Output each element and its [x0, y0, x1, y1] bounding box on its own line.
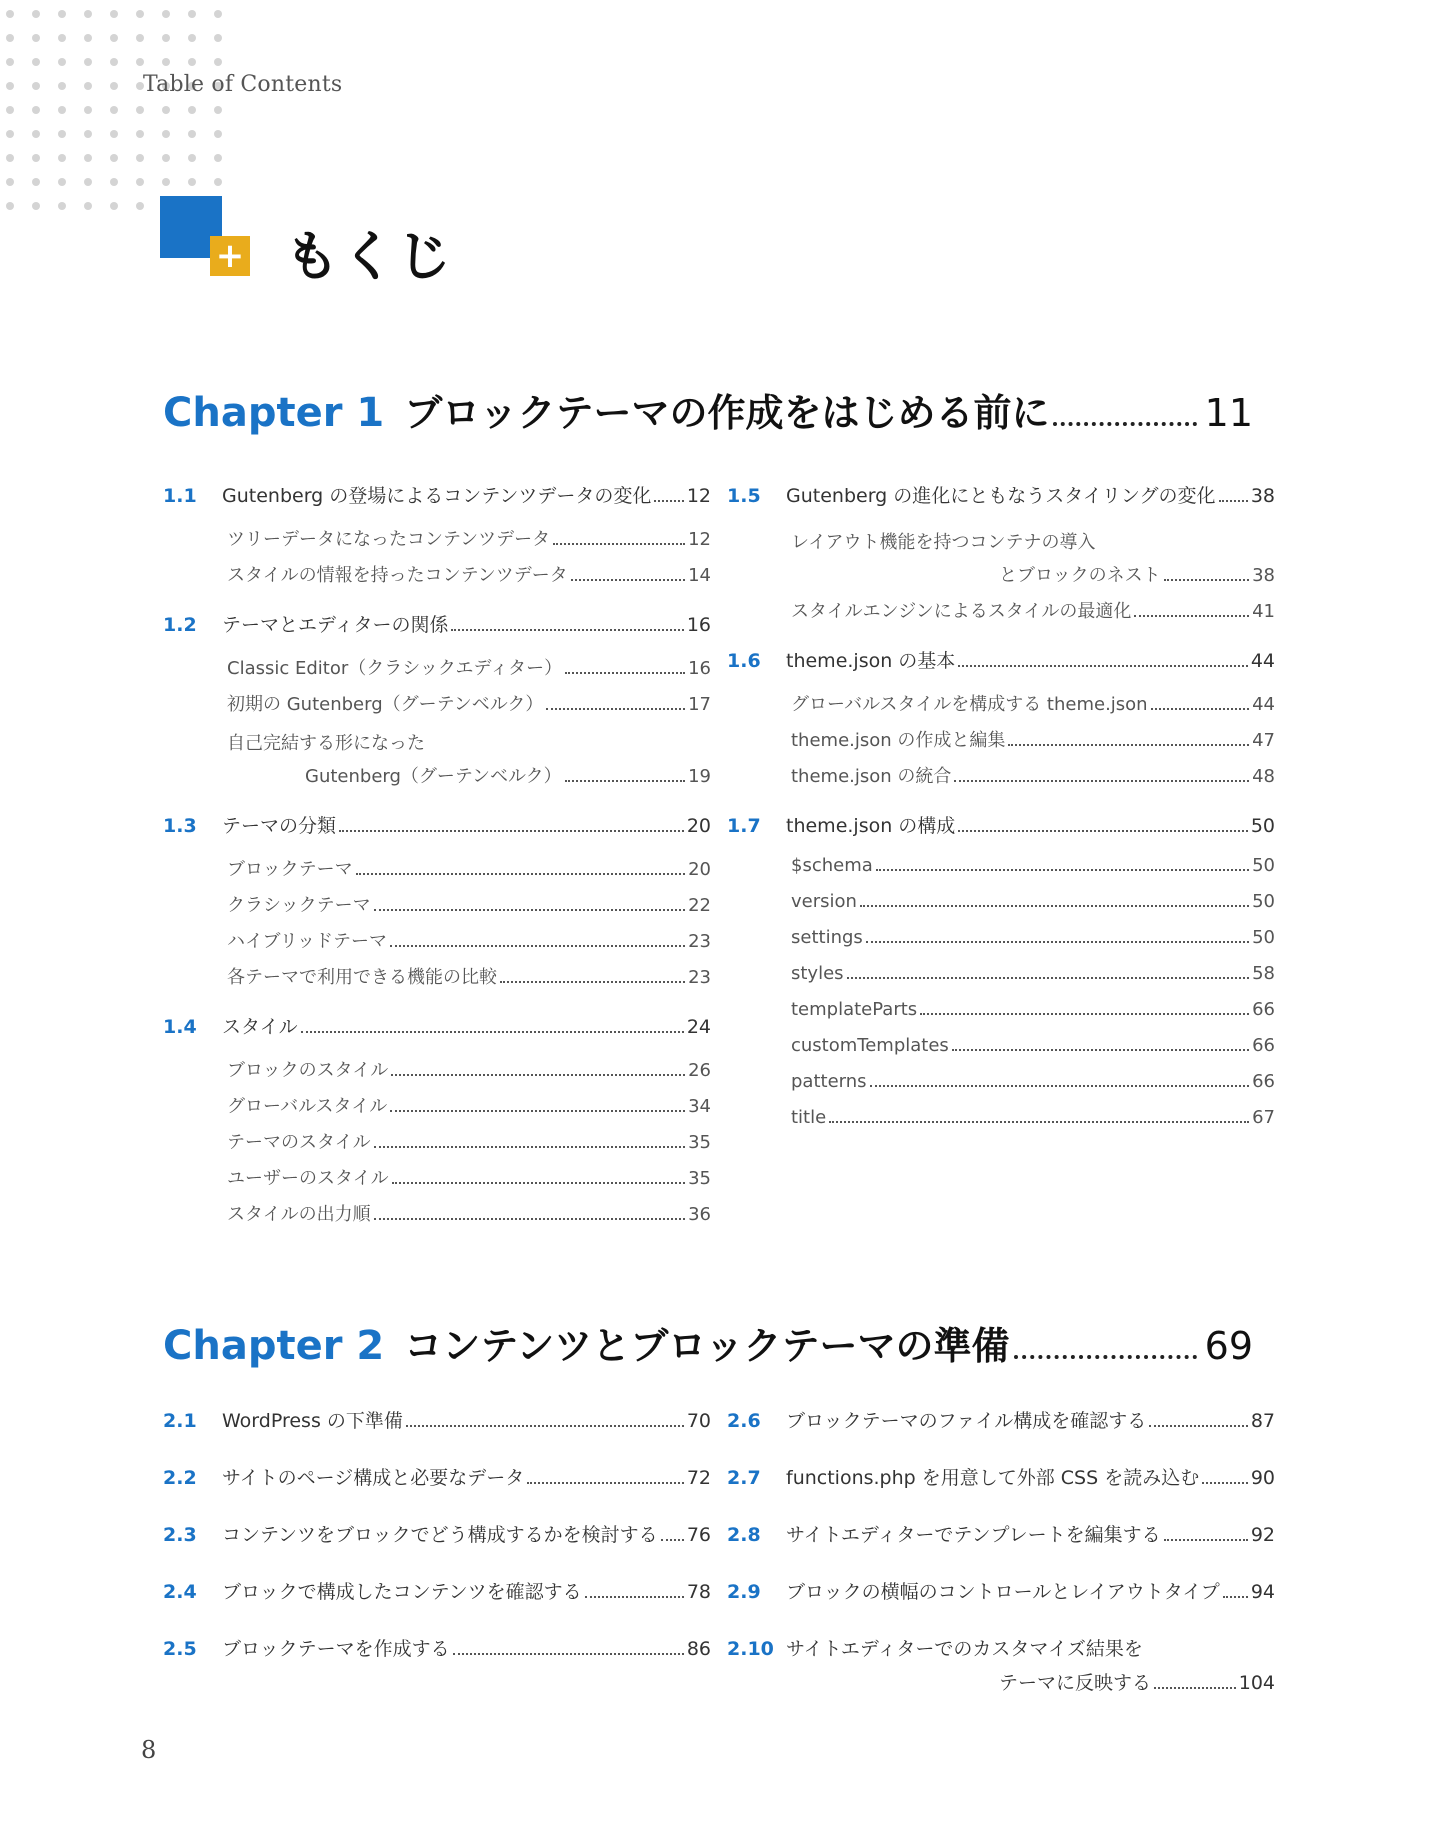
subsection-title-cont: とブロックのネスト [999, 565, 1161, 586]
toc-subsection-continued[interactable] [999, 561, 1275, 597]
page-ref: 86 [686, 1638, 711, 1660]
pattern-dot [6, 130, 14, 138]
page-ref: 35 [688, 1132, 711, 1153]
dot-leader [390, 1110, 685, 1112]
chapter-heading[interactable] [163, 1315, 1253, 1369]
pattern-dot [214, 178, 222, 186]
page-ref: 20 [686, 815, 711, 837]
toc-subsection[interactable] [227, 1056, 711, 1092]
dot-leader [952, 1049, 1249, 1051]
pattern-dot [136, 178, 144, 186]
toc-subsection[interactable] [791, 597, 1275, 633]
pattern-dot [110, 130, 118, 138]
subsection-title: title [791, 1107, 827, 1128]
chapter-label: Chapter 1 [163, 390, 385, 436]
page-ref: 66 [1252, 1071, 1275, 1092]
dot-leader [553, 543, 685, 545]
pattern-dot [32, 202, 40, 210]
toc-section[interactable] [163, 610, 711, 646]
toc-section[interactable] [163, 1520, 711, 1577]
dot-leader [374, 909, 685, 911]
chapter-page-number: 69 [1204, 1324, 1253, 1368]
section-title: テーマとエディターの関係 [222, 614, 449, 636]
toc-section[interactable] [163, 1634, 711, 1691]
section-number: 2.4 [163, 1581, 197, 1603]
toc-subsection[interactable] [227, 561, 711, 597]
pattern-dot [6, 10, 14, 18]
subsection-title: patterns [791, 1071, 867, 1092]
toc-section[interactable] [163, 1577, 711, 1634]
subsection-title: スタイルエンジンによるスタイルの最適化 [791, 601, 1132, 622]
pattern-dot [214, 10, 222, 18]
page-ref: 67 [1252, 1107, 1275, 1128]
dot-leader [565, 780, 685, 782]
pattern-dot [110, 34, 118, 42]
chapter-title: コンテンツとブロックテーマの準備 [404, 1324, 1010, 1368]
subsection-title: ブロックのスタイル [227, 1060, 389, 1081]
page-ref: 76 [686, 1524, 711, 1546]
pattern-dot [110, 202, 118, 210]
pattern-dot [188, 130, 196, 138]
dot-leader [406, 1425, 684, 1427]
pattern-dot [84, 34, 92, 42]
section-number: 1.1 [163, 485, 197, 507]
pattern-dot [32, 82, 40, 90]
dot-leader [829, 1121, 1249, 1123]
dot-leader [585, 1596, 684, 1598]
toc-subsection[interactable] [227, 855, 711, 891]
toc-column-left [163, 481, 711, 1236]
pattern-dot [32, 154, 40, 162]
section-title: ブロックテーマのファイル構成を確認する [786, 1410, 1147, 1432]
pattern-dot [6, 106, 14, 114]
toc-section[interactable] [163, 1463, 711, 1520]
section-number: 2.5 [163, 1638, 197, 1660]
dot-leader [1164, 579, 1249, 581]
subsection-title: 各テーマで利用できる機能の比較 [227, 967, 497, 988]
page-ref: 12 [686, 485, 711, 507]
pattern-dot [58, 130, 66, 138]
dot-leader [374, 1218, 685, 1220]
page-number: 8 [141, 1736, 157, 1764]
pattern-dot [136, 154, 144, 162]
subsection-title: customTemplates [791, 1035, 949, 1056]
subsection-title: ハイブリッドテーマ [227, 931, 388, 952]
pattern-dot [214, 154, 222, 162]
page-ref: 47 [1252, 730, 1275, 751]
toc-subsection[interactable] [791, 891, 1275, 927]
toc-subsection[interactable] [227, 1164, 711, 1200]
pattern-dot [84, 130, 92, 138]
pattern-dot [188, 178, 196, 186]
chapter-heading[interactable] [163, 382, 1253, 436]
pattern-dot [110, 82, 118, 90]
section-title: ブロックの横幅のコントロールとレイアウトタイプ [786, 1581, 1220, 1603]
pattern-dot [110, 58, 118, 66]
toc-subsection[interactable] [227, 1200, 711, 1236]
page-ref: 22 [688, 895, 711, 916]
subsection-title: templateParts [791, 999, 918, 1020]
toc-subsection[interactable] [791, 999, 1275, 1035]
page-ref: 87 [1250, 1410, 1275, 1432]
dot-leader [1223, 1596, 1248, 1598]
page-ref: 44 [1250, 650, 1275, 672]
page-ref: 92 [1250, 1524, 1275, 1546]
page-ref: 16 [686, 614, 711, 636]
toc-subsection[interactable] [227, 690, 711, 726]
section-title: サイトのページ構成と必要なデータ [222, 1467, 525, 1489]
section-number: 2.10 [727, 1638, 774, 1660]
section-number: 2.9 [727, 1581, 761, 1603]
toc-logo-mark [160, 196, 252, 276]
chapter-title: ブロックテーマの作成をはじめる前に [404, 391, 1050, 435]
section-title: Gutenberg の進化にともなうスタイリングの変化 [786, 485, 1216, 507]
pattern-dot [110, 154, 118, 162]
toc-subsection[interactable] [791, 690, 1275, 726]
pattern-dot [58, 82, 66, 90]
dot-leader [866, 941, 1249, 943]
toc-section[interactable] [163, 481, 711, 517]
page-ref: 35 [688, 1168, 711, 1189]
section-number: 1.5 [727, 485, 761, 507]
pattern-dot [58, 106, 66, 114]
toc-subsection[interactable] [227, 654, 711, 690]
pattern-dot [110, 178, 118, 186]
dot-leader [920, 1013, 1249, 1015]
subsection-title: グローバルスタイル [227, 1096, 388, 1117]
toc-subsection[interactable] [791, 762, 1275, 798]
pattern-dot [32, 10, 40, 18]
pattern-dot [214, 34, 222, 42]
dot-leader [1053, 422, 1196, 426]
section-title: WordPress の下準備 [222, 1410, 403, 1432]
section-number: 2.1 [163, 1410, 197, 1432]
pattern-dot [110, 106, 118, 114]
subsection-title: version [791, 891, 857, 912]
dot-leader [661, 1539, 684, 1541]
dot-leader [1008, 744, 1249, 746]
section-title: theme.json の基本 [786, 650, 956, 672]
dot-leader [390, 945, 685, 947]
page-ref: 38 [1250, 485, 1275, 507]
dot-leader [1014, 1355, 1197, 1359]
pattern-dot [188, 106, 196, 114]
pattern-dot [32, 58, 40, 66]
pattern-dot [32, 106, 40, 114]
pattern-dot [110, 10, 118, 18]
pattern-dot [162, 58, 170, 66]
pattern-dot [32, 178, 40, 186]
dot-leader [958, 830, 1248, 832]
pattern-dot [58, 10, 66, 18]
pattern-dot [188, 58, 196, 66]
page-ref: 58 [1252, 963, 1275, 984]
dot-leader [392, 1182, 685, 1184]
toc-subsection[interactable] [227, 963, 711, 999]
pattern-dot [58, 34, 66, 42]
pattern-dot [6, 154, 14, 162]
subsection-title: ツリーデータになったコンテンツデータ [227, 529, 551, 550]
pattern-dot [84, 58, 92, 66]
page-ref: 78 [686, 1581, 711, 1603]
toc-section[interactable] [727, 1577, 1275, 1634]
pattern-dot [162, 106, 170, 114]
dot-leader [1154, 1687, 1236, 1689]
dot-leader [391, 1074, 685, 1076]
page-ref: 72 [686, 1467, 711, 1489]
subsection-title[interactable]: 自己完結する形になった [227, 733, 425, 754]
subsection-title: settings [791, 927, 863, 948]
dot-leader [876, 869, 1249, 871]
page-ref: 44 [1252, 694, 1275, 715]
page-ref: 66 [1252, 999, 1275, 1020]
page-ref: 50 [1252, 891, 1275, 912]
subsection-title: styles [791, 963, 844, 984]
pattern-dot [188, 34, 196, 42]
pattern-dot [136, 58, 144, 66]
page-ref: 70 [686, 1410, 711, 1432]
toc-subsection[interactable] [791, 1107, 1275, 1143]
pattern-dot [58, 202, 66, 210]
dot-leader [1151, 708, 1250, 710]
section-number: 1.4 [163, 1016, 197, 1038]
subsection-title: theme.json の統合 [791, 766, 952, 787]
dot-leader [1149, 1425, 1248, 1427]
toc-subsection[interactable] [791, 1035, 1275, 1071]
pattern-dot [84, 82, 92, 90]
dot-leader [451, 629, 683, 631]
dot-leader [339, 830, 684, 832]
toc-section-continued[interactable] [999, 1668, 1275, 1702]
page-ref: 94 [1250, 1581, 1275, 1603]
pattern-dot [136, 130, 144, 138]
dot-leader [654, 500, 683, 502]
subsection-title: 初期の Gutenberg（グーテンベルク） [227, 694, 544, 715]
subsection-title: テーマのスタイル [227, 1132, 371, 1153]
page-ref: 50 [1252, 855, 1275, 876]
pattern-dot [84, 154, 92, 162]
pattern-dot [162, 154, 170, 162]
page-ref: 48 [1252, 766, 1275, 787]
dot-leader [870, 1085, 1250, 1087]
section-title: スタイル [222, 1016, 298, 1038]
subsection-title: ブロックテーマ [227, 859, 353, 880]
pattern-dot [136, 10, 144, 18]
toc-subsection[interactable] [227, 927, 711, 963]
page-ref: 104 [1238, 1672, 1275, 1694]
toc-section[interactable] [727, 1463, 1275, 1520]
page-ref: 20 [688, 859, 711, 880]
page-ref: 66 [1252, 1035, 1275, 1056]
dot-leader [453, 1653, 684, 1655]
pattern-dot [162, 10, 170, 18]
toc-section[interactable] [727, 811, 1275, 847]
pattern-dot [6, 34, 14, 42]
toc-subsection[interactable] [791, 726, 1275, 762]
page-ref: 38 [1252, 565, 1275, 586]
pattern-dot [136, 202, 144, 210]
section-number: 1.6 [727, 650, 761, 672]
pattern-dot [162, 178, 170, 186]
pattern-dot [84, 178, 92, 186]
pattern-dot [32, 130, 40, 138]
section-title: Gutenberg の登場によるコンテンツデータの変化 [222, 485, 652, 507]
dot-leader [356, 873, 685, 875]
pattern-dot [188, 154, 196, 162]
toc-subsection[interactable] [227, 1092, 711, 1128]
page-ref: 26 [688, 1060, 711, 1081]
toc-section[interactable] [727, 1634, 1275, 1668]
dot-leader [1164, 1539, 1248, 1541]
pattern-dot [162, 130, 170, 138]
pattern-dot [84, 106, 92, 114]
section-number: 2.8 [727, 1524, 761, 1546]
dot-leader [500, 981, 685, 983]
pattern-dot [136, 34, 144, 42]
subsection-title: スタイルの情報を持ったコンテンツデータ [227, 565, 568, 586]
pattern-dot [32, 34, 40, 42]
pattern-dot [188, 10, 196, 18]
pattern-dot [58, 178, 66, 186]
dot-leader [301, 1031, 684, 1033]
dot-leader [958, 665, 1248, 667]
pattern-dot [84, 202, 92, 210]
pattern-dot [6, 82, 14, 90]
subsection-title: スタイルの出力順 [227, 1204, 371, 1225]
pattern-dot [6, 178, 14, 186]
section-title: コンテンツをブロックでどう構成するかを検討する [222, 1524, 658, 1546]
section-number: 2.7 [727, 1467, 761, 1489]
toc-subsection[interactable] [791, 927, 1275, 963]
pattern-dot [58, 154, 66, 162]
page-ref: 90 [1250, 1467, 1275, 1489]
pattern-dot [6, 202, 14, 210]
page-ref: 14 [688, 565, 711, 586]
dot-leader [527, 1482, 684, 1484]
page-ref: 23 [688, 931, 711, 952]
section-title: ブロックで構成したコンテンツを確認する [222, 1581, 582, 1603]
toc-subsection[interactable] [227, 1128, 711, 1164]
subsection-title-cont: Gutenberg（グーテンベルク） [305, 766, 562, 787]
section-number: 1.7 [727, 815, 761, 837]
dot-leader [847, 977, 1250, 979]
section-number: 2.6 [727, 1410, 761, 1432]
toc-subsection[interactable] [227, 525, 711, 561]
dot-leader [1202, 1482, 1248, 1484]
toc-section[interactable] [727, 646, 1275, 682]
subsection-title: Classic Editor（クラシックエディター） [227, 658, 563, 679]
page-ref: 50 [1252, 927, 1275, 948]
subsection-title: グローバルスタイルを構成する theme.json [791, 694, 1148, 715]
subsection-title: ユーザーのスタイル [227, 1168, 389, 1189]
toc-subsection-continued[interactable] [305, 762, 711, 798]
section-title-cont: テーマに反映する [999, 1672, 1152, 1694]
chapter-page-number: 11 [1204, 391, 1253, 435]
section-number: 2.3 [163, 1524, 197, 1546]
toc-column-right [727, 481, 1275, 1143]
subsection-title: クラシックテーマ [227, 895, 371, 916]
page-ref: 36 [688, 1204, 711, 1225]
dot-leader [565, 672, 685, 674]
toc-section[interactable] [163, 1012, 711, 1048]
pattern-dot [136, 106, 144, 114]
section-title: functions.php を用意して外部 CSS を読み込む [786, 1467, 1200, 1489]
subsection-title: theme.json の作成と編集 [791, 730, 1006, 751]
chapter-label: Chapter 2 [163, 1323, 385, 1369]
section-number: 2.2 [163, 1467, 197, 1489]
pattern-dot [58, 58, 66, 66]
toc-subsection[interactable] [791, 1071, 1275, 1107]
toc-section[interactable] [163, 811, 711, 847]
dot-leader [546, 708, 685, 710]
toc-subsection[interactable] [227, 891, 711, 927]
dot-leader [860, 905, 1249, 907]
dot-leader [954, 780, 1249, 782]
page-ref: 23 [688, 967, 711, 988]
plus-icon: + [215, 236, 245, 276]
page-ref: 12 [688, 529, 711, 550]
subsection-title[interactable]: レイアウト機能を持つコンテナの導入 [791, 532, 1096, 553]
toc-section[interactable] [727, 1406, 1275, 1463]
page-ref: 17 [688, 694, 711, 715]
page-ref: 34 [688, 1096, 711, 1117]
subsection-title: $schema [791, 855, 873, 876]
pattern-dot [214, 106, 222, 114]
page-ref: 24 [686, 1016, 711, 1038]
page-ref: 41 [1252, 601, 1275, 622]
page-title: もくじ [285, 225, 453, 288]
toc-section[interactable] [727, 481, 1275, 517]
dot-leader [1219, 500, 1248, 502]
toc-subsection[interactable] [791, 855, 1275, 891]
pattern-dot [162, 34, 170, 42]
page-ref: 19 [688, 766, 711, 787]
section-number: 1.2 [163, 614, 197, 636]
toc-column-left [163, 1406, 711, 1691]
section-title: サイトエディターでのカスタマイズ結果を [786, 1638, 1143, 1660]
dot-leader [374, 1146, 685, 1148]
toc-column-right [727, 1406, 1275, 1702]
toc-section[interactable] [163, 1406, 711, 1463]
section-title: ブロックテーマを作成する [222, 1638, 450, 1660]
toc-section[interactable] [727, 1520, 1275, 1577]
dot-leader [1134, 615, 1249, 617]
dot-leader [571, 579, 685, 581]
pattern-dot [214, 130, 222, 138]
running-header: Table of Contents [143, 72, 343, 97]
page-ref: 16 [688, 658, 711, 679]
pattern-dot [6, 58, 14, 66]
toc-subsection[interactable] [791, 963, 1275, 999]
section-title: theme.json の構成 [786, 815, 956, 837]
section-title: サイトエディターでテンプレートを編集する [786, 1524, 1161, 1546]
pattern-dot [214, 58, 222, 66]
section-number: 1.3 [163, 815, 197, 837]
section-title: テーマの分類 [222, 815, 337, 837]
page-ref: 50 [1250, 815, 1275, 837]
pattern-dot [84, 10, 92, 18]
